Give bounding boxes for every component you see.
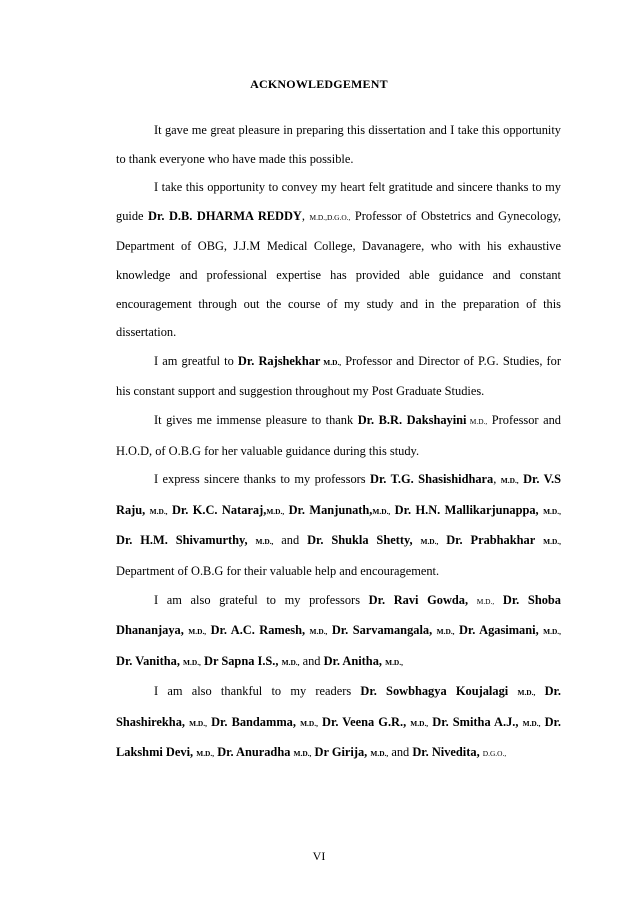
paragraph-6: [116, 586, 561, 678]
person-name: Dr. Bandamma,: [211, 714, 296, 729]
degree-text: M.D.,: [420, 537, 439, 547]
paragraph-text: It gives me immense pleasure to thank: [154, 412, 358, 427]
separator-text: [468, 593, 477, 607]
degree-text: M.D.,: [466, 416, 488, 426]
page-title: ACKNOWLEDGEMENT: [250, 77, 388, 91]
person-name: Dr. Rajshekhar: [237, 353, 321, 368]
person-name: Dr. Agasimani,: [458, 623, 539, 638]
paragraph-text: Department of O.B.G for their valuable help and encouragement.: [116, 563, 440, 578]
degree-text: M.D.,: [300, 718, 318, 728]
separator-text: and: [388, 745, 413, 760]
person-name: Dr. Shashirekha,: [116, 684, 561, 729]
paragraph-2: [116, 173, 561, 347]
paragraph-text: Professor and H.O.D, of O.B.G for her valuable guidance during this study.: [116, 412, 561, 458]
paragraph-1: [116, 116, 561, 173]
degree-text: M.D.,: [309, 627, 328, 637]
degree-text: D.G.O.,: [482, 749, 507, 759]
person-name: Dr. Sowbhagya Koujalagi: [360, 684, 509, 699]
person-name: Dr Girija,: [314, 745, 368, 760]
person-name: Dr Sapna I.S.,: [204, 653, 279, 668]
person-name: Dr. Nivedita,: [412, 745, 480, 760]
degree-text: M.D.,: [385, 657, 403, 667]
degree-text: M.D.,: [476, 596, 495, 606]
degree-text: M.D.,: [149, 506, 168, 516]
person-name: Dr. Shoba Dhananjaya,: [116, 592, 561, 638]
separator-text: ,: [493, 472, 501, 487]
guide-name: Dr. D.B. DHARMA REDDY: [148, 208, 302, 223]
degree-text: M.D.,: [370, 749, 389, 759]
person-name: Dr. B.R. Dakshayini: [357, 412, 467, 427]
separator-text: and: [299, 653, 324, 668]
person-name: Dr. A.C. Ramesh,: [210, 623, 306, 638]
degree-text: M.D.,: [543, 627, 561, 637]
person-name: Dr. Prabhakhar: [446, 533, 536, 548]
person-name: Dr. Anuradha: [217, 745, 291, 760]
separator-text: and: [273, 533, 308, 548]
degree-text: M.D.,: [410, 718, 429, 728]
person-name: Dr. H.N. Mallikarjunappa,: [394, 502, 539, 517]
person-name: Dr. K.C. Nataraj,: [171, 502, 267, 517]
degree-text: M.D.,: [543, 506, 561, 516]
person-name: Dr. H.M. Shivamurthy,: [116, 533, 248, 548]
person-name: Dr. Shukla Shetty,: [307, 533, 413, 548]
degree-text: M.D.,: [255, 537, 274, 547]
degree-text: M.D.,: [320, 357, 342, 367]
degree-text: M.D.,: [372, 506, 391, 516]
paragraph-text: I am also grateful to my professors: [154, 592, 369, 607]
person-name: Dr. Ravi Gowda,: [368, 592, 469, 607]
person-name: Dr. Smitha A.J.,: [432, 714, 519, 729]
person-name: Dr. Lakshmi Devi,: [116, 714, 561, 760]
paragraph-text: Professor of Obstetrics and Gynecology, Department of OBG, J.J.M Medical College, Davanagere, who with his exhaustive knowledge and professional expertise has provided able guidance and constant encouragement through out the course of my study and in the preparation of this dissertation.: [116, 208, 561, 340]
degree-text: M.D.,: [281, 657, 300, 667]
degree-text: M.D.,: [266, 506, 285, 516]
person-name: Dr. Anitha,: [323, 653, 382, 668]
degree-text: M.D.,: [543, 537, 561, 547]
degree-text: M.D.,: [517, 688, 536, 698]
paragraph-text: Professor and Director of P.G. Studies, for his constant support and suggestion throughout my Post Graduate Studies.: [116, 353, 561, 399]
paragraph-text: I am greatful to: [154, 353, 238, 368]
person-name: Dr. Vanitha,: [116, 653, 180, 668]
degree-text: M.D.,: [436, 627, 455, 637]
paragraph-5: [116, 465, 561, 585]
separator-text: [535, 533, 543, 547]
degree-text: M.D.,: [183, 657, 201, 667]
person-name: Dr. Sarvamangala,: [331, 623, 433, 638]
separator-text: [248, 533, 256, 547]
paragraph-text: I express sincere thanks to my professors: [154, 472, 370, 487]
separator-text: ,: [301, 208, 310, 223]
person-name: Dr. Manjunath,: [288, 502, 373, 517]
person-name: Dr. Veena G.R.,: [322, 714, 407, 729]
person-name: Dr. V.S Raju,: [116, 472, 561, 517]
degree-text: M.D.,: [293, 749, 312, 759]
degree-text: M.D.,: [196, 749, 215, 759]
degree-text: M.D.,: [522, 718, 541, 728]
degree-text: M.D.,: [500, 476, 519, 486]
person-name: Dr. T.G. Shasishidhara: [370, 472, 494, 487]
paragraph-text: It gave me great pleasure in preparing this dissertation and I take this opportunity to thank everyone who have made this possible.: [116, 123, 561, 166]
paragraph-7: [116, 677, 561, 769]
page-number: VI: [312, 849, 326, 863]
separator-text: [494, 593, 503, 607]
paragraph-4: [116, 406, 561, 465]
separator-text: [535, 684, 544, 698]
degree-text: M.D.,: [188, 627, 207, 637]
degree-text: M.D.,: [189, 718, 207, 728]
document-body: [116, 116, 561, 769]
paragraph-text: I take this opportunity to convey my heart felt gratitude and sincere thanks to my guide: [116, 180, 561, 223]
guide-degree: M.D.,D.G.O.,: [309, 212, 351, 222]
paragraph-text: I am also thankful to my readers: [154, 684, 361, 699]
paragraph-3: [116, 347, 561, 406]
